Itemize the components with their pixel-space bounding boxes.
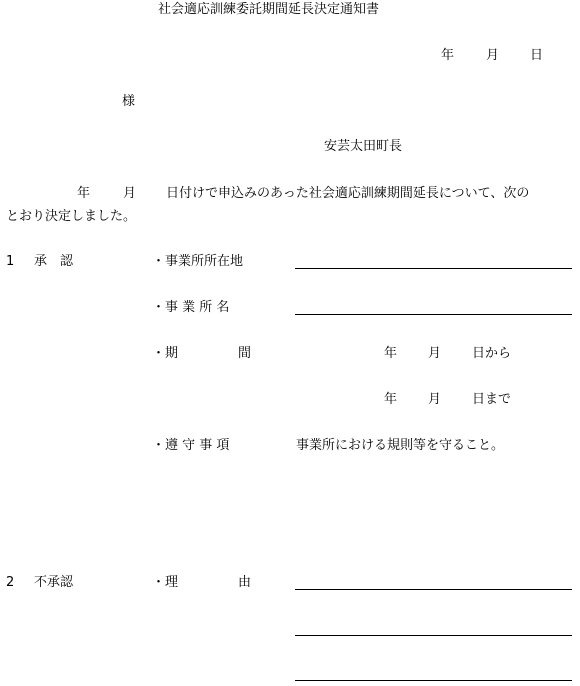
date-month: 月 [486,48,500,63]
compliance-label: ・遵 守 事 項 [152,438,230,453]
approval-number: 1 [6,254,15,269]
body-text-line1: 日付けで申込みのあった社会適応訓練期間延長について、次の [166,186,530,201]
body-year: 年 [77,186,91,201]
approval-heading: 承 認 [34,254,74,269]
compliance-text: 事業所における規則等を守ること。 [296,438,505,453]
period-from-month: 月 [428,346,442,361]
period-to-day: 日まで [472,392,512,407]
reason-label: ・理 [152,575,179,590]
reason-label-end: 由 [238,575,252,590]
office-location-label: ・事業所所在地 [152,254,244,269]
office-name-label: ・事 業 所 名 [152,300,230,315]
period-label: ・期 [152,346,179,361]
issuer-name: 安芸太田町長 [324,139,403,154]
rejection-heading: 不承認 [34,575,74,590]
document-title: 社会適応訓練委託期間延長決定通知書 [158,2,380,17]
body-text-line2: とおり決定しました。 [6,209,137,224]
period-from-day: 日から [472,346,512,361]
office-name-field [295,314,572,315]
reason-field-line-3 [295,680,572,681]
rejection-number: 2 [6,575,15,590]
addressee-suffix: 様 [122,94,136,109]
reason-field-line-1 [295,589,572,590]
office-location-field [295,268,572,269]
period-from-year: 年 [384,346,398,361]
period-to-year: 年 [384,392,398,407]
body-month: 月 [123,186,137,201]
period-to-month: 月 [428,392,442,407]
date-year: 年 [441,48,455,63]
reason-field-line-2 [295,635,572,636]
date-day: 日 [530,48,544,63]
period-label-end: 間 [238,346,252,361]
